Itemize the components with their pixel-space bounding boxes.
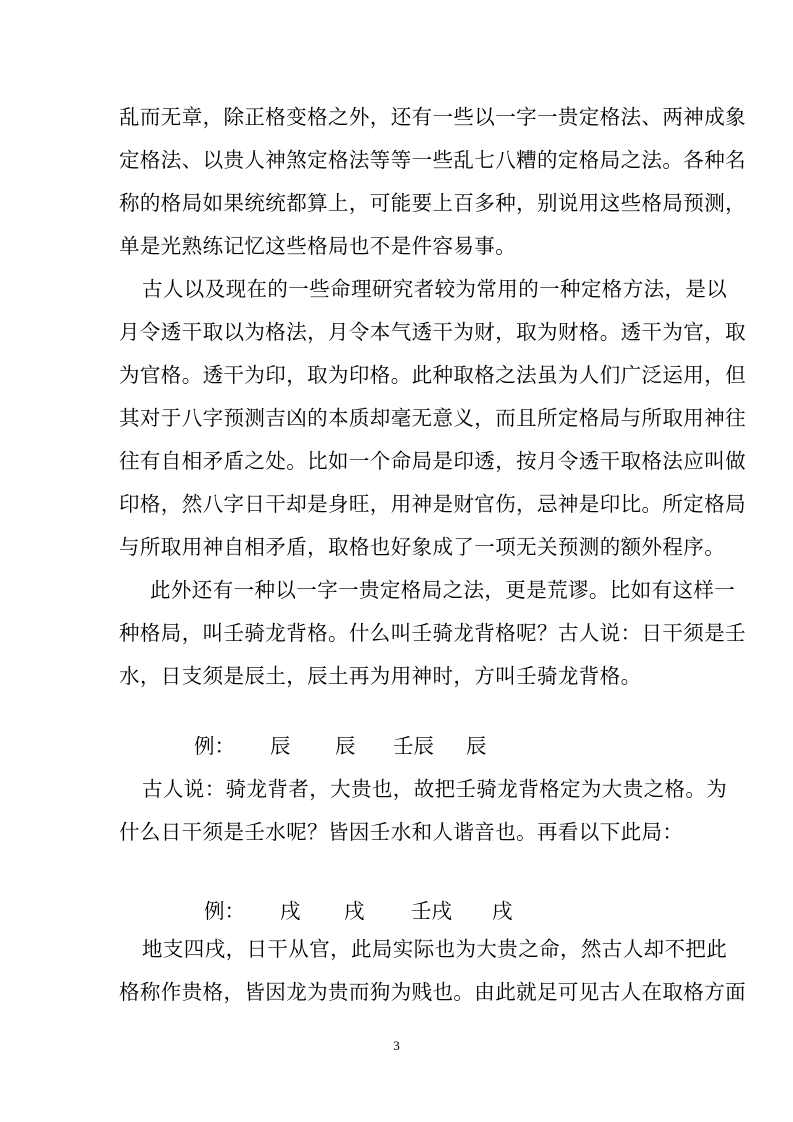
- example-pillar: 辰: [270, 734, 291, 758]
- example-pillar: 辰: [335, 734, 356, 758]
- text-line: 种格局，叫壬骑龙背格。什么叫壬骑龙背格呢？古人说：日干须是壬: [119, 621, 746, 645]
- page-number: 3: [393, 1038, 400, 1053]
- example-label: 例：: [194, 734, 235, 758]
- example-pillar: 戌: [280, 899, 301, 923]
- text-line: 此外还有一种以一字一贵定格局之法，更是荒谬。比如有这样一: [150, 578, 736, 602]
- text-line: 古人以及现在的一些命理研究者较为常用的一种定格方法，是以: [142, 277, 728, 301]
- text-line: 地支四戌，日干从官，此局实际也为大贵之命，然古人却不把此: [142, 937, 728, 961]
- text-line: 乱而无章，除正格变格之外，还有一些以一字一贵定格法、两神成象: [119, 105, 746, 129]
- text-line: 古人说：骑龙背者，大贵也，故把壬骑龙背格定为大贵之格。为: [142, 777, 728, 801]
- example-pillar: 壬戌: [411, 899, 452, 923]
- example-label: 例：: [204, 899, 245, 923]
- example-pillar: 壬辰: [393, 734, 434, 758]
- text-line: 印格，然八字日干却是身旺，用神是财官伤，忌神是印比。所定格局: [119, 492, 746, 516]
- example-pillar: 戌: [492, 899, 513, 923]
- text-line: 与所取用神自相矛盾，取格也好象成了一项无关预测的额外程序。: [119, 535, 726, 559]
- text-line: 往有自相矛盾之处。比如一个命局是印透，按月令透干取格法应叫做: [119, 449, 746, 473]
- text-line: 称的格局如果统统都算上，可能要上百多种，别说用这些格局预测，: [119, 191, 746, 215]
- text-line: 格称作贵格，皆因龙为贵而狗为贱也。由此就足可见古人在取格方面: [119, 980, 746, 1004]
- text-line: 水，日支须是辰土，辰土再为用神时，方叫壬骑龙背格。: [119, 664, 642, 688]
- text-line: 其对于八字预测吉凶的本质却毫无意义，而且所定格局与所取用神往: [119, 406, 746, 430]
- text-line: 单是光熟练记忆这些格局也不是件容易事。: [119, 234, 517, 258]
- text-line: 定格法、以贵人神煞定格法等等一些乱七八糟的定格局之法。各种名: [119, 148, 746, 172]
- text-line: 月令透干取以为格法，月令本气透干为财，取为财格。透干为官，取: [119, 320, 746, 344]
- example-pillar: 辰: [466, 734, 487, 758]
- text-line: 什么日干须是壬水呢？皆因壬水和人谐音也。再看以下此局：: [119, 820, 684, 844]
- text-line: 为官格。透干为印，取为印格。此种取格之法虽为人们广泛运用，但: [119, 363, 746, 387]
- example-pillar: 戌: [344, 899, 365, 923]
